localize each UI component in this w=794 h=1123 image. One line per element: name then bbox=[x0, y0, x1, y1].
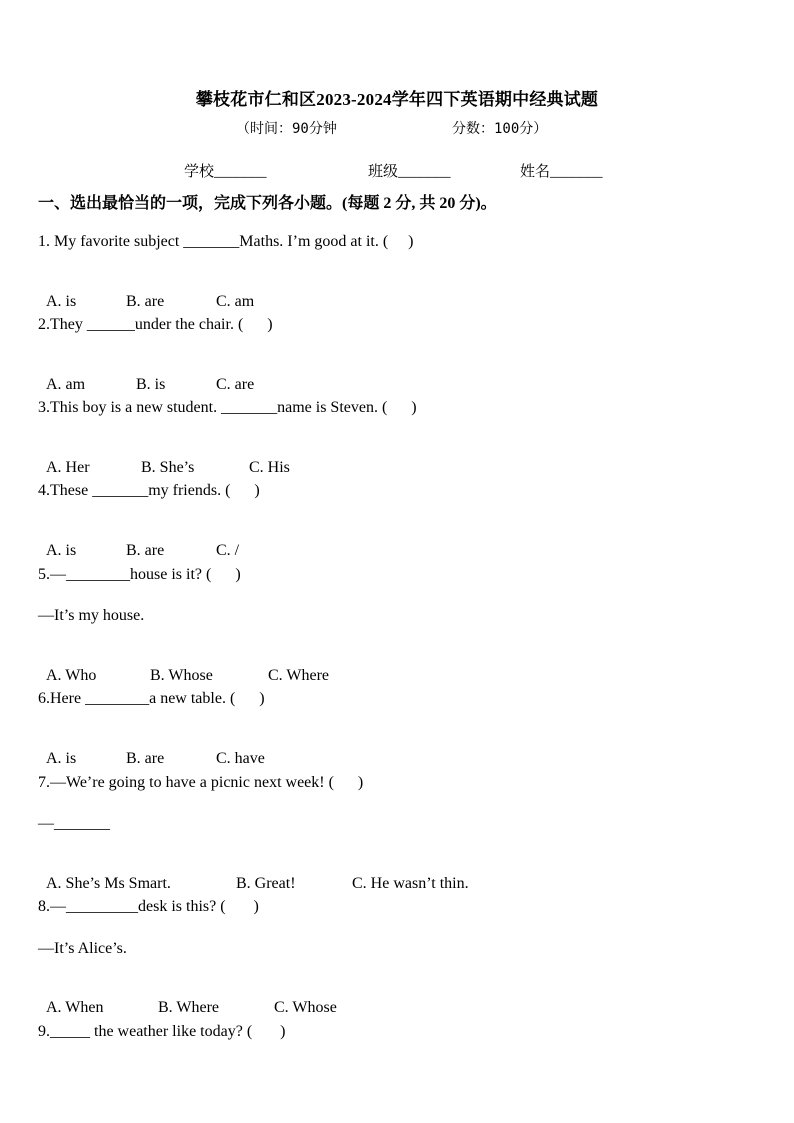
option-a: A. She’s Ms Smart. bbox=[46, 875, 171, 892]
question-6: 6.Here ________a new table. ( ) bbox=[38, 690, 265, 707]
option-b: B. are bbox=[126, 293, 165, 310]
option-b: B. are bbox=[126, 750, 165, 767]
question-1: 1. My favorite subject _______Maths. I’m good at it. ( ) bbox=[38, 233, 414, 250]
question-5: 5.—________house is it? ( ) bbox=[38, 566, 241, 583]
option-c: C. are bbox=[216, 376, 255, 393]
options-3 bbox=[38, 441, 290, 477]
option-b: B. are bbox=[126, 542, 165, 559]
class-field: 班级_______ bbox=[368, 164, 451, 180]
options-5 bbox=[38, 649, 329, 685]
answer-7: —_______ bbox=[38, 815, 110, 832]
answer-8: —It’s Alice’s. bbox=[38, 940, 127, 957]
options-1 bbox=[38, 275, 254, 311]
option-c: C. am bbox=[216, 293, 255, 310]
question-8: 8.—_________desk is this? ( ) bbox=[38, 898, 259, 915]
option-a: A. When bbox=[46, 999, 104, 1016]
option-c: C. His bbox=[249, 459, 290, 476]
option-c: C. / bbox=[216, 542, 240, 559]
option-a: A. is bbox=[46, 542, 77, 559]
exam-score: 分数：100分） bbox=[452, 121, 548, 137]
option-a: A. is bbox=[46, 293, 77, 310]
option-b: B. She’s bbox=[141, 459, 195, 476]
option-a: A. am bbox=[46, 376, 86, 393]
options-2 bbox=[38, 358, 254, 394]
options-7 bbox=[38, 857, 469, 893]
answer-5: —It’s my house. bbox=[38, 607, 145, 624]
question-2: 2.They ______under the chair. ( ) bbox=[38, 316, 273, 333]
question-9: 9._____ the weather like today? ( ) bbox=[38, 1023, 286, 1040]
option-b: B. Whose bbox=[150, 667, 213, 684]
option-c: C. have bbox=[216, 750, 265, 767]
option-c: C. Whose bbox=[274, 999, 337, 1016]
option-c: C. Where bbox=[268, 667, 330, 684]
question-7: 7.—We’re going to have a picnic next week! ( ) bbox=[38, 774, 364, 791]
exam-time: （时间：90分钟 bbox=[236, 121, 337, 137]
option-a: A. is bbox=[46, 750, 77, 767]
option-b: B. is bbox=[136, 376, 166, 393]
options-8 bbox=[38, 981, 337, 1017]
option-a: A. Who bbox=[46, 667, 97, 684]
options-6 bbox=[38, 732, 265, 768]
option-b: B. Great! bbox=[236, 875, 296, 892]
school-field: 学校_______ bbox=[184, 164, 267, 180]
question-3: 3.This boy is a new student. _______name is Steven. ( ) bbox=[38, 399, 417, 416]
name-field: 姓名_______ bbox=[520, 164, 603, 180]
option-c: C. He wasn’t thin. bbox=[352, 875, 469, 892]
option-b: B. Where bbox=[158, 999, 220, 1016]
exam-title: 攀枝花市仁和区2023-2024学年四下英语期中经典试题 bbox=[195, 90, 599, 109]
section-heading: 一、选出最恰当的一项，完成下列各小题。(每题 2 分, 共 20 分)。 bbox=[38, 195, 497, 212]
question-4: 4.These _______my friends. ( ) bbox=[38, 482, 260, 499]
options-4 bbox=[38, 524, 239, 560]
option-a: A. Her bbox=[46, 459, 90, 476]
